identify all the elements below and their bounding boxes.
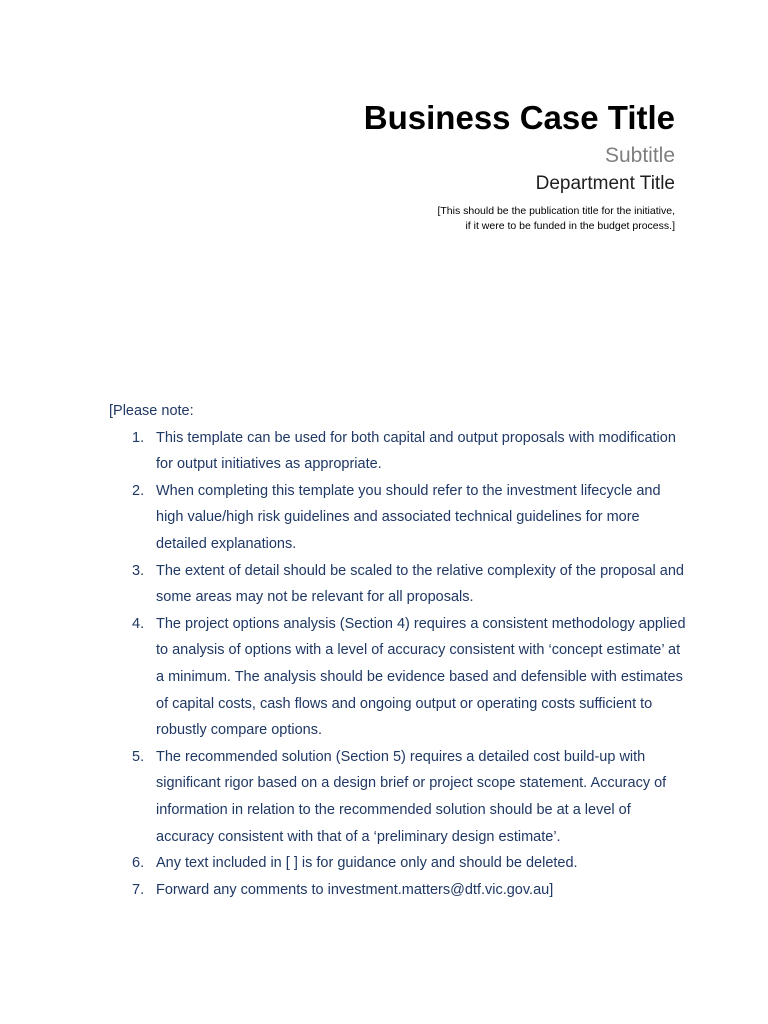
notes-heading: [Please note: [109, 403, 194, 419]
list-item [109, 558, 689, 611]
notes-list [109, 425, 689, 904]
list-item-text: Forward any comments to investment.matters@dtf.vic.gov.au] [156, 881, 554, 898]
title-block [364, 98, 675, 234]
list-item-number: 5. [132, 748, 145, 765]
list-item-text: The project options analysis (Section 4) requires a consistent methodology applied to analysis of options with a level of accuracy consistent with ‘concept estimate’ at a minimum. The analysis should be evidence based and defensible with estimates of capital costs, cash flows and ongoing output or operating costs sufficient to robustly compare options. [156, 615, 686, 739]
publication-note-line-2: if it were to be funded in the budget process.] [465, 220, 675, 232]
list-item-number: 7. [132, 881, 145, 898]
list-item [109, 850, 689, 877]
list-item-number: 1. [132, 429, 145, 446]
list-item-text: Any text included in [ ] is for guidance only and should be deleted. [156, 855, 578, 872]
document-subtitle: Subtitle [604, 144, 675, 167]
list-item [109, 877, 689, 904]
list-item [109, 478, 689, 558]
list-item [109, 425, 689, 478]
list-item-text: This template can be used for both capital and output proposals with modification for output initiatives as appropriate. [156, 429, 676, 473]
list-item-number: 3. [132, 562, 145, 579]
publication-note [364, 204, 675, 234]
document-title: Business Case Title [363, 99, 675, 136]
list-item-number: 4. [132, 615, 145, 632]
list-item-number: 6. [132, 855, 145, 872]
list-item-text: The extent of detail should be scaled to the relative complexity of the proposal and some areas may not be relevant for all proposals. [156, 562, 684, 606]
department-title: Department Title [535, 173, 675, 194]
list-item [109, 611, 689, 744]
guidance-notes [109, 398, 689, 903]
list-item-text: The recommended solution (Section 5) requires a detailed cost build-up with significant rigor based on a design brief or project scope statement. Accuracy of information in relation to the recommended solution should be at a level of accuracy consistent with that of a ‘preliminary design estimate’. [156, 748, 667, 845]
list-item [109, 744, 689, 850]
publication-note-line-1: [This should be the publication title for the initiative, [437, 205, 675, 217]
list-item-number: 2. [132, 482, 145, 499]
list-item-text: When completing this template you should refer to the investment lifecycle and high value/high risk guidelines and associated technical guidelines for more detailed explanations. [156, 482, 661, 552]
